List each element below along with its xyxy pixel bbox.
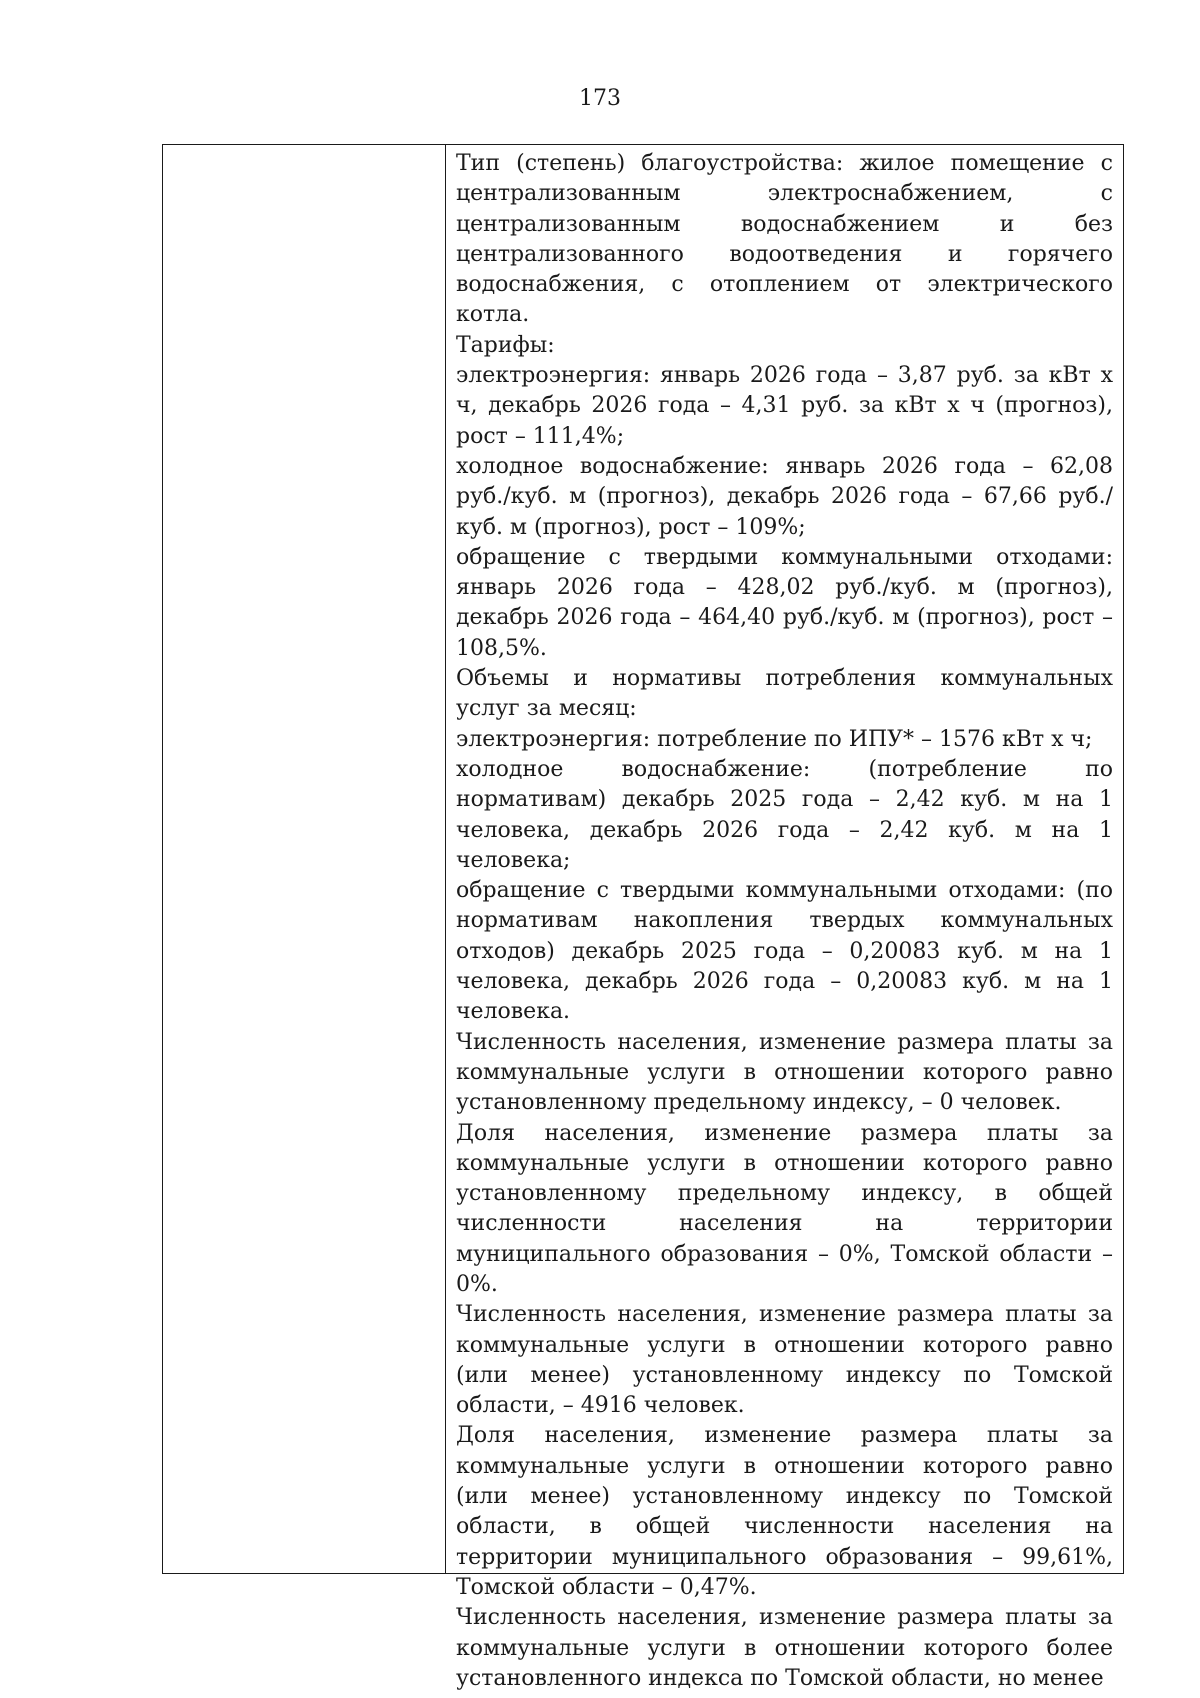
table-row — [163, 145, 1124, 1574]
paragraph-population-more: Численность населения, изменение размера платы за коммунальные услуги в отношении которого более установленного индекса по Томской области, но менее — [456, 1605, 1113, 1691]
paragraph-volumes-heading: Объемы и нормативы потребления коммунальных услуг за месяц: — [456, 666, 1113, 722]
paragraph-volume-cold-water: холодное водоснабжение: (потребление по нормативам) декабрь 2025 года – 2,42 куб. м на 1 человека, декабрь 2026 года – 2,42 куб. м на 1 человека; — [456, 756, 1113, 873]
paragraph-volume-electricity: электроэнергия: потребление по ИПУ* – 1576 кВт х ч; — [456, 726, 1093, 752]
cell-text-block — [446, 145, 1123, 1691]
paragraph-tariffs-heading: Тарифы: — [456, 332, 555, 358]
paragraph-tariff-cold-water: холодное водоснабжение: январь 2026 года – 62,08 руб./куб. м (прогноз), декабрь 2026 года – 67,66 руб./куб. м (прогноз), рост – 109%; — [456, 453, 1113, 540]
paragraph-population-equal-limit: Численность населения, изменение размера платы за коммунальные услуги в отношении которого равно установленному предельному индексу, – 0 человек. — [456, 1029, 1113, 1116]
paragraph-tariff-solid-waste: обращение с твердыми коммунальными отходами: январь 2026 года – 428,02 руб./куб. м (прогноз), декабрь 2026 года – 464,40 руб./куб. м (прогноз), рост – 108,5%. — [456, 544, 1113, 661]
paragraph-volume-solid-waste: обращение с твердыми коммунальными отходами: (по нормативам накопления твердых коммунальных отходов) декабрь 2025 года – 0,20083 куб. м на 1 человека, декабрь 2026 года – 0,20083 куб. м на 1 человека. — [456, 878, 1113, 1025]
table-cell-right — [446, 145, 1124, 1691]
document-table — [162, 144, 1124, 1691]
paragraph-amenities: Тип (степень) благоустройства: жилое помещение с централизованным электроснабжением, с централизованным водоснабжением и без централизованного водоотведения и горячего водоснабжения, с отоплением от электрического котла. — [456, 151, 1113, 328]
paragraph-population-equal-or-less: Численность населения, изменение размера платы за коммунальные услуги в отношении которого равно (или менее) установленному индексу по Томской области, – 4916 человек. — [456, 1302, 1113, 1419]
paragraph-share-equal-or-less: Доля населения, изменение размера платы за коммунальные услуги в отношении которого равно (или менее) установленному индексу по Томской области, в общей численности населения на территории муниципального образования – 99,61%, Томской области – 0,47%. — [456, 1423, 1113, 1600]
table-cell-left — [163, 145, 446, 1574]
paragraph-share-equal-limit: Доля населения, изменение размера платы за коммунальные услуги в отношении которого равно установленному предельному индексу, в общей численности населения на территории муниципального образования – 0%, Томской области – 0%. — [456, 1120, 1113, 1297]
paragraph-tariff-electricity: электроэнергия: январь 2026 года – 3,87 руб. за кВт х ч, декабрь 2026 года – 4,31 руб. за кВт х ч (прогноз), рост – 111,4%; — [456, 363, 1113, 449]
page-number: 173 — [579, 86, 621, 111]
